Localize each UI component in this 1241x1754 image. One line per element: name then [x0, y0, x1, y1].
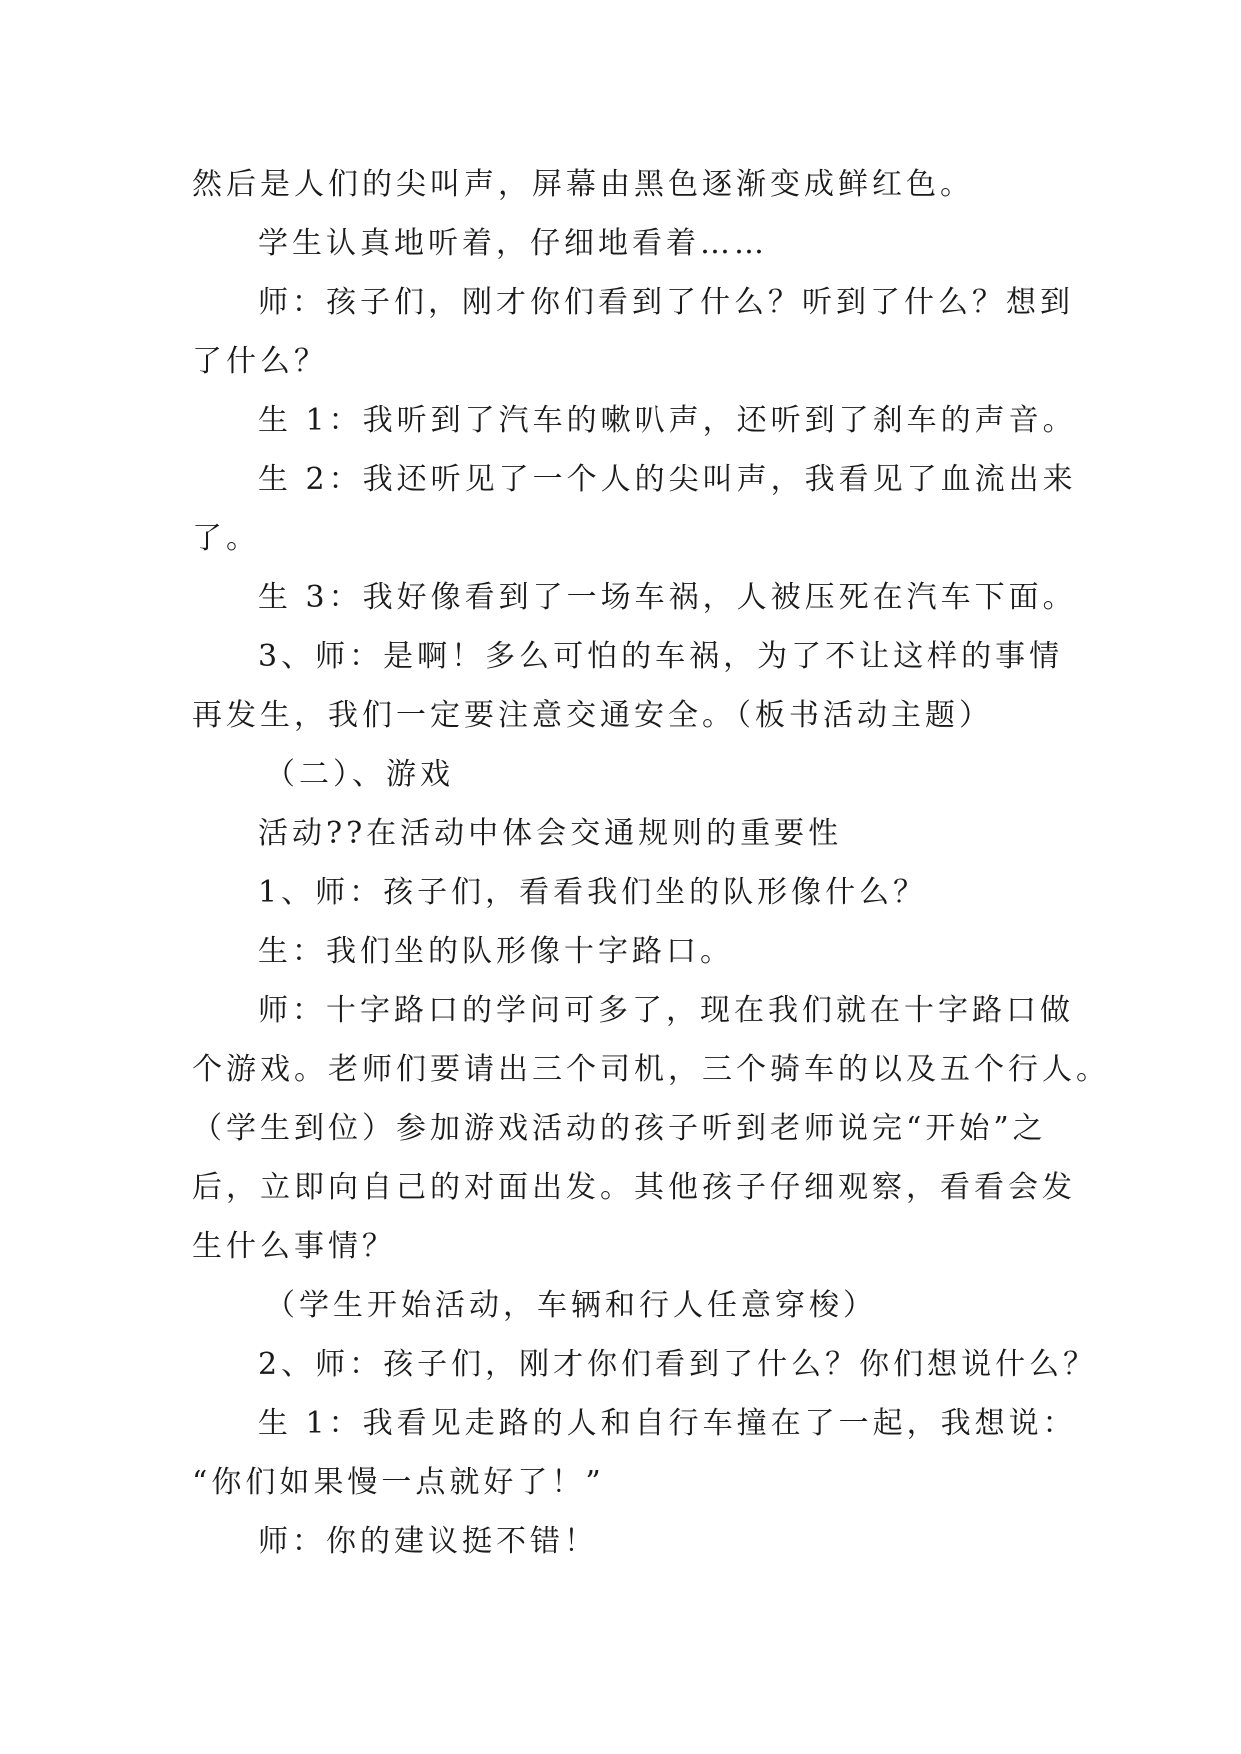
text-line: 3、师：是啊！多么可怕的车祸，为了不让这样的事情 [258, 639, 1064, 674]
text-line: 了什么？ [192, 344, 328, 379]
text-line: （学生到位）参加游戏活动的孩子听到老师说完“开始”之 [192, 1111, 1047, 1146]
text-line: 生 1：我看见走路的人和自行车撞在了一起，我想说： [258, 1406, 1077, 1441]
text-line: 师：孩子们，刚才你们看到了什么？听到了什么？想到 [258, 285, 1074, 320]
text-line: 1、师：孩子们，看看我们坐的队形像什么？ [258, 875, 928, 910]
text-line: 生 3：我好像看到了一场车祸，人被压死在汽车下面。 [258, 580, 1077, 615]
text-line: 然后是人们的尖叫声，屏幕由黑色逐渐变成鲜红色。 [192, 167, 974, 202]
text-line: 师：你的建议挺不错！ [258, 1524, 598, 1559]
text-line: 师：十字路口的学问可多了，现在我们就在十字路口做 [258, 993, 1074, 1028]
text-line: 活动??在活动中体会交通规则的重要性 [258, 816, 843, 851]
text-line: 了。 [192, 521, 260, 556]
text-line: （学生开始活动，车辆和行人任意穿梭） [265, 1288, 877, 1323]
text-line: “你们如果慢一点就好了！” [192, 1465, 605, 1500]
text-line: 2、师：孩子们，刚才你们看到了什么？你们想说什么？ [258, 1347, 1098, 1382]
text-line: 生 2：我还听见了一个人的尖叫声，我看见了血流出来 [258, 462, 1077, 497]
text-line: 学生认真地听着，仔细地看着…… [258, 226, 768, 261]
text-line: 个游戏。老师们要请出三个司机，三个骑车的以及五个行人。 [192, 1052, 1110, 1087]
text-line: 生 1：我听到了汽车的嗽叭声，还听到了刹车的声音。 [258, 403, 1077, 438]
text-line: 生：我们坐的队形像十字路口。 [258, 934, 734, 969]
text-line: 再发生，我们一定要注意交通安全。（板书活动主题） [192, 698, 993, 733]
section-heading: （二）、游戏 [265, 757, 454, 792]
text-line: 生什么事情？ [192, 1229, 396, 1264]
text-line: 后，立即向自己的对面出发。其他孩子仔细观察，看看会发 [192, 1170, 1076, 1205]
